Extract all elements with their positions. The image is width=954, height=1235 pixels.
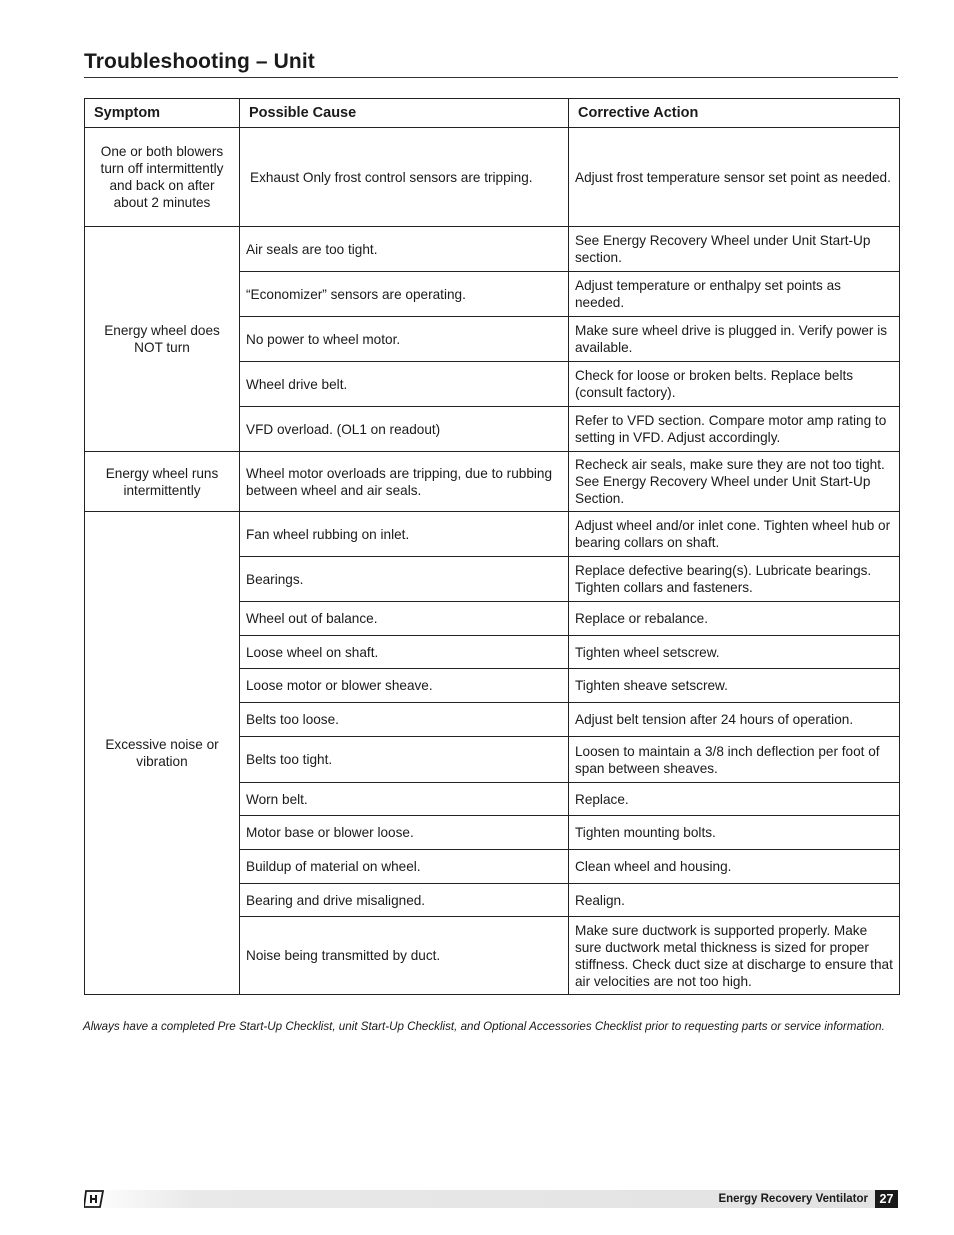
action-cell: Clean wheel and housing. <box>569 850 900 884</box>
page-number: 27 <box>875 1190 898 1208</box>
action-cell: Replace. <box>569 783 900 816</box>
cause-cell: Loose wheel on shaft. <box>240 636 569 669</box>
header-symptom: Symptom <box>85 99 240 128</box>
cause-cell: Loose motor or blower sheave. <box>240 669 569 703</box>
header-corrective-action: Corrective Action <box>569 99 900 128</box>
action-cell: Refer to VFD section. Compare motor amp rating to setting in VFD. Adjust accordingly. <box>569 407 900 452</box>
cause-cell: Wheel motor overloads are tripping, due to rubbing between wheel and air seals. <box>240 452 569 512</box>
action-cell: Adjust temperature or enthalpy set points as needed. <box>569 272 900 317</box>
action-cell: Replace or rebalance. <box>569 602 900 636</box>
troubleshooting-table <box>84 98 900 995</box>
symptom-cell: Excessive noise or vibration <box>85 512 240 995</box>
cause-cell: No power to wheel motor. <box>240 317 569 362</box>
cause-cell: Noise being transmitted by duct. <box>240 917 569 995</box>
cause-cell: Fan wheel rubbing on inlet. <box>240 512 569 557</box>
cause-cell: Buildup of material on wheel. <box>240 850 569 884</box>
cause-cell: Exhaust Only frost control sensors are tripping. <box>240 128 569 227</box>
cause-cell: VFD overload. (OL1 on readout) <box>240 407 569 452</box>
cause-cell: Worn belt. <box>240 783 569 816</box>
footnote: Always have a completed Pre Start-Up Checklist, unit Start-Up Checklist, and Optional Accessories Checklist prior to requesting parts or service information. <box>83 1020 885 1033</box>
cause-cell: “Economizer” sensors are operating. <box>240 272 569 317</box>
action-cell: Adjust frost temperature sensor set point as needed. <box>569 128 900 227</box>
cause-cell: Belts too tight. <box>240 737 569 783</box>
action-cell: Check for loose or broken belts. Replace belts (consult factory). <box>569 362 900 407</box>
greenheck-logo-icon <box>84 1190 104 1208</box>
page-title: Troubleshooting – Unit <box>84 50 315 73</box>
action-cell: Tighten sheave setscrew. <box>569 669 900 703</box>
action-cell: Tighten wheel setscrew. <box>569 636 900 669</box>
table-row <box>85 452 900 512</box>
action-cell: Make sure wheel drive is plugged in. Verify power is available. <box>569 317 900 362</box>
symptom-cell: Energy wheel does NOT turn <box>85 227 240 452</box>
action-cell: Recheck air seals, make sure they are not too tight. See Energy Recovery Wheel under Unit Start-Up Section. <box>569 452 900 512</box>
cause-cell: Wheel drive belt. <box>240 362 569 407</box>
cause-cell: Motor base or blower loose. <box>240 816 569 850</box>
action-cell: Loosen to maintain a 3/8 inch deflection per foot of span between sheaves. <box>569 737 900 783</box>
cause-cell: Air seals are too tight. <box>240 227 569 272</box>
action-cell: See Energy Recovery Wheel under Unit Start-Up section. <box>569 227 900 272</box>
cause-cell: Belts too loose. <box>240 703 569 737</box>
action-cell: Adjust wheel and/or inlet cone. Tighten wheel hub or bearing collars on shaft. <box>569 512 900 557</box>
action-cell: Replace defective bearing(s). Lubricate bearings. Tighten collars and fasteners. <box>569 557 900 602</box>
table-row <box>85 227 900 272</box>
title-divider <box>84 77 898 78</box>
table-row <box>85 128 900 227</box>
symptom-cell: One or both blowers turn off intermittently and back on after about 2 minutes <box>85 128 240 227</box>
symptom-cell: Energy wheel runs intermittently <box>85 452 240 512</box>
action-cell: Realign. <box>569 884 900 917</box>
action-cell: Make sure ductwork is supported properly. Make sure ductwork metal thickness is sized for proper stiffness. Check duct size at discharge to ensure that air velocities are not too high. <box>569 917 900 995</box>
action-cell: Adjust belt tension after 24 hours of operation. <box>569 703 900 737</box>
cause-cell: Wheel out of balance. <box>240 602 569 636</box>
action-cell: Tighten mounting bolts. <box>569 816 900 850</box>
table-header-row <box>85 99 900 128</box>
footer-product-name: Energy Recovery Ventilator <box>718 1193 868 1205</box>
cause-cell: Bearing and drive misaligned. <box>240 884 569 917</box>
cause-cell: Bearings. <box>240 557 569 602</box>
header-possible-cause: Possible Cause <box>240 99 569 128</box>
table-row <box>85 512 900 557</box>
